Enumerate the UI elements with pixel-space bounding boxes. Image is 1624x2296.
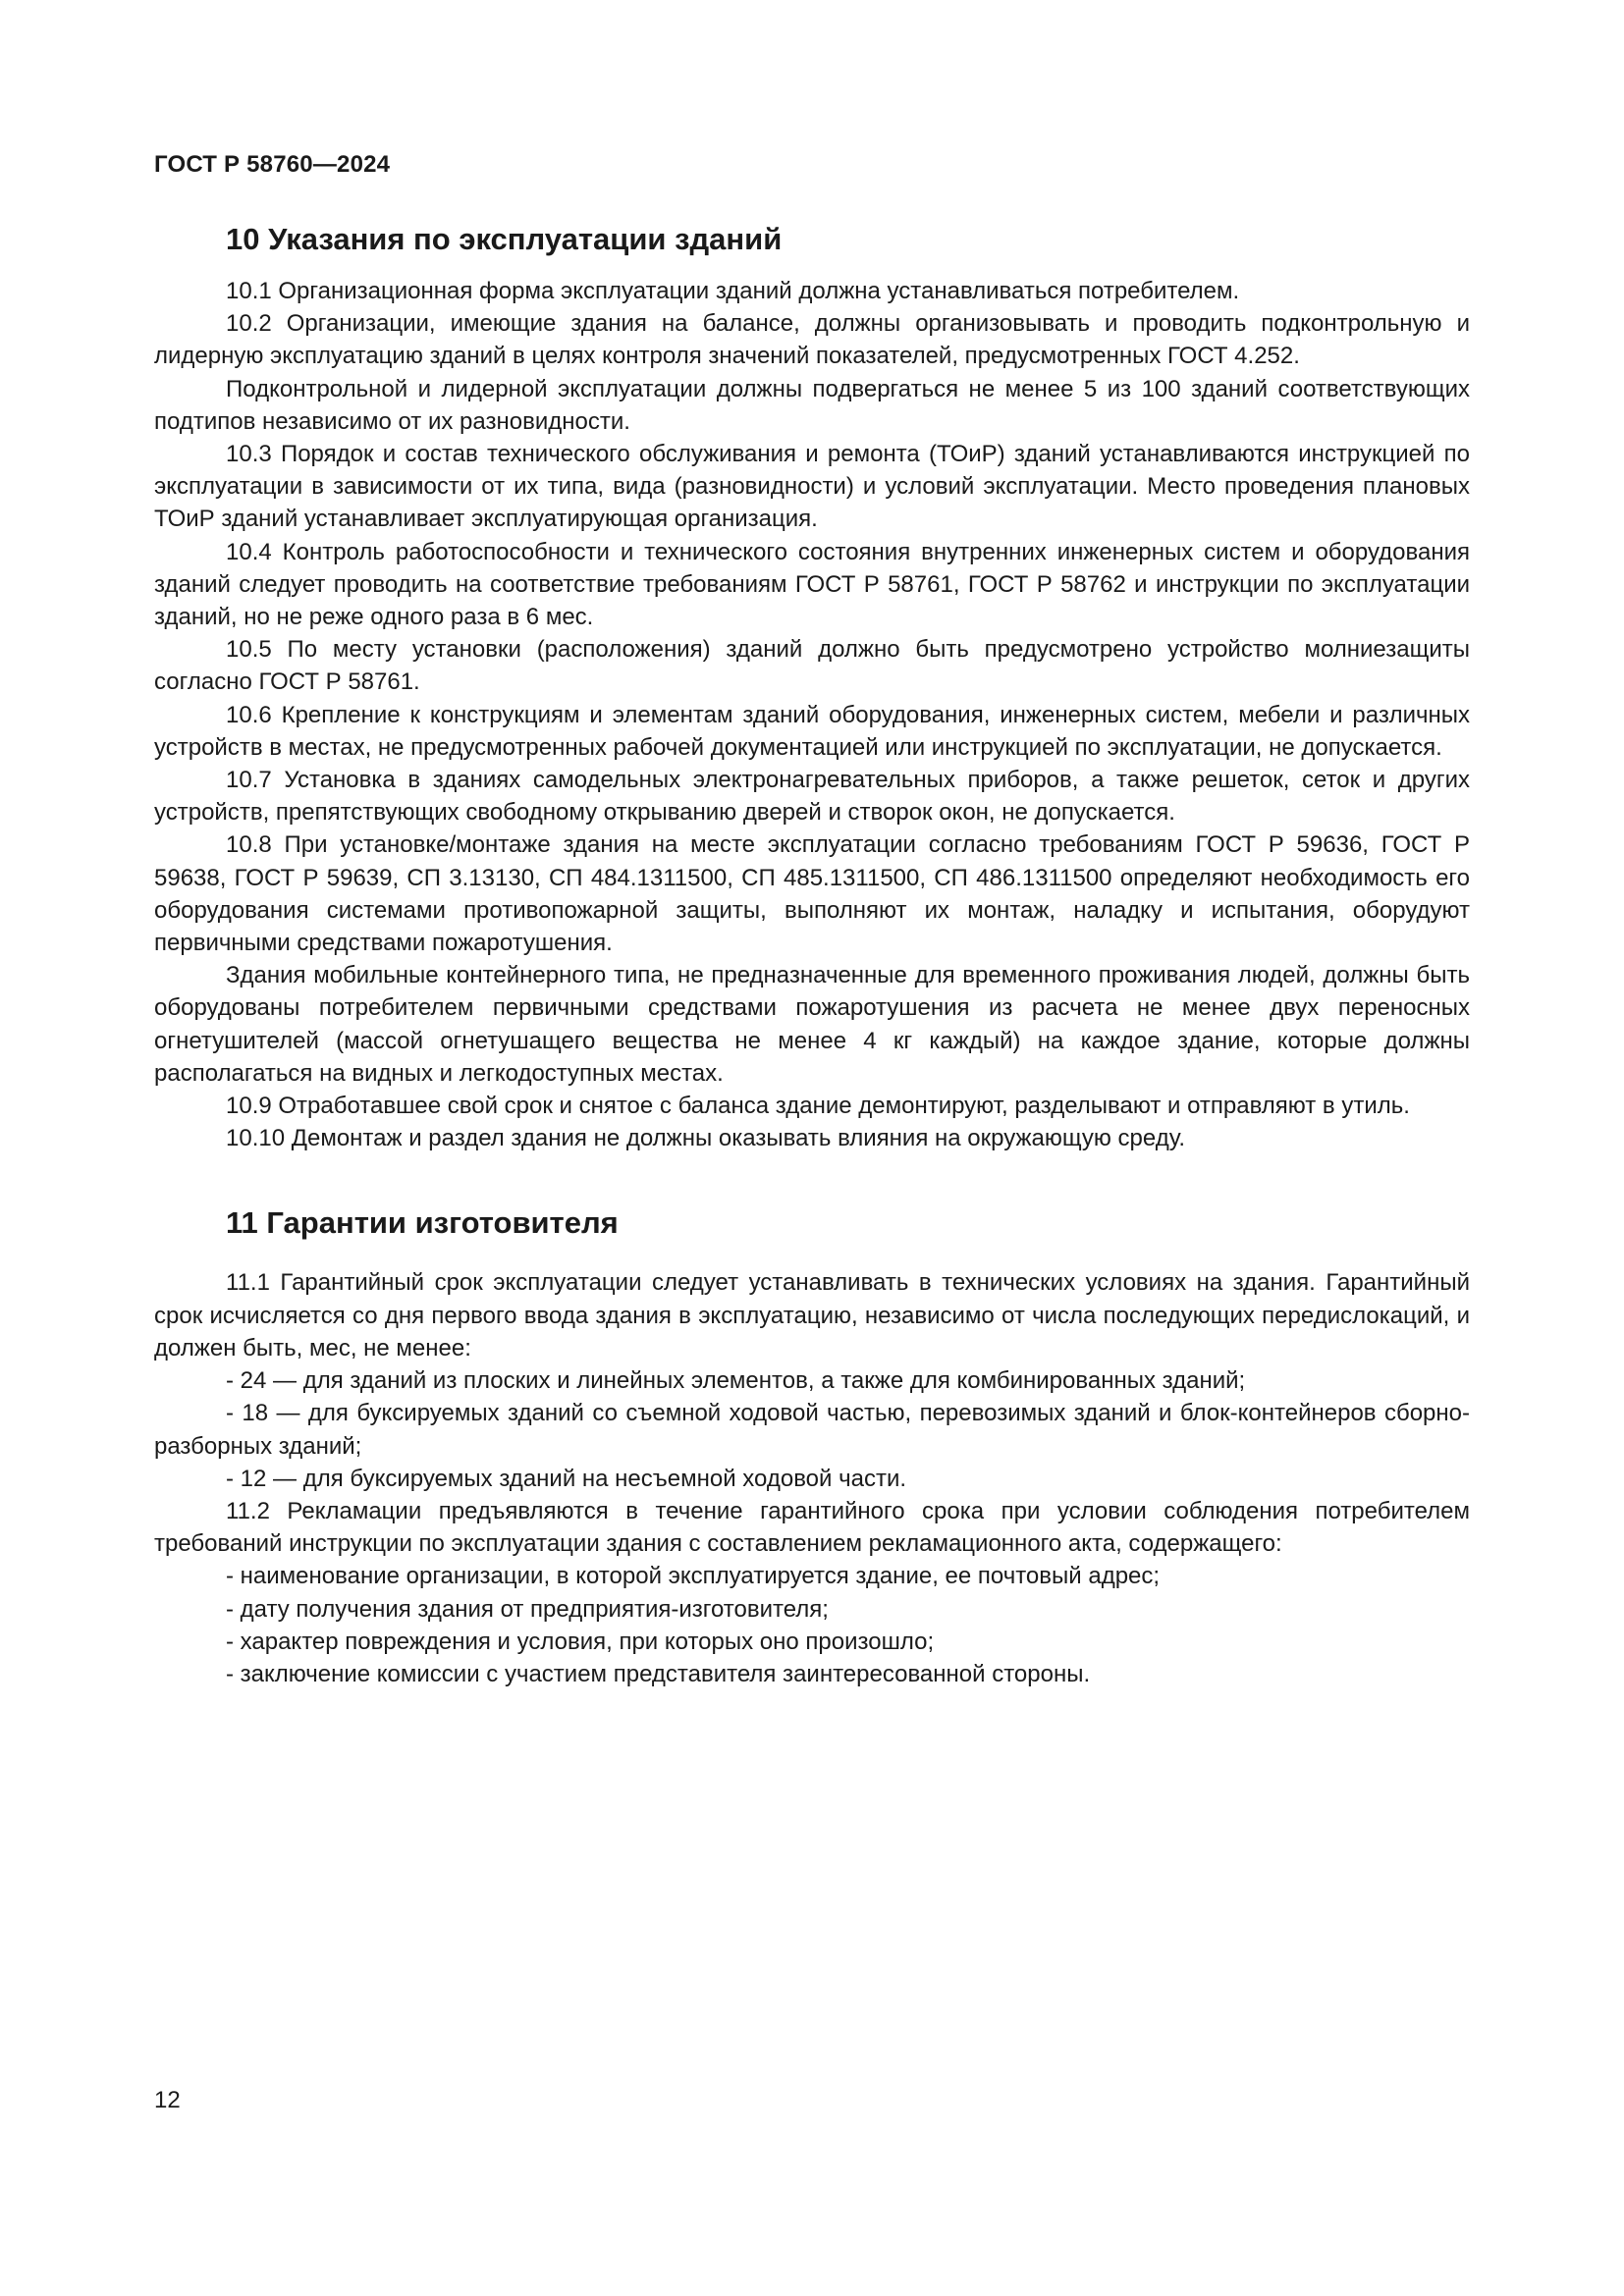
list-item-24: - 24 — для зданий из плоских и линейных элементов, а также для комбинированных зданий; bbox=[226, 1367, 1246, 1395]
document-code: ГОСТ Р 58760—2024 bbox=[154, 151, 391, 178]
section-10-title: 10 Указания по эксплуатации зданий bbox=[226, 222, 783, 256]
section-11-title: 11 Гарантии изготовителя bbox=[226, 1205, 619, 1241]
page-number: 12 bbox=[154, 2087, 181, 2113]
list-item-12: - 12 — для буксируемых зданий на несъемной ходовой части. bbox=[226, 1465, 907, 1492]
paragraph-11-2: 11.2 Рекламации предъявляются в течение гарантийного срока при условии соблюдения потребителем требований инструкции по эксплуатации здания с составлением рекламационного акта, содержащего: bbox=[154, 1497, 1470, 1558]
paragraph-10-8-cont: Здания мобильные контейнерного типа, не предназначенные для временного проживания людей, должны быть оборудованы потребителем первичными средствами пожаротушения из расчета не менее двух переносных огнетушителей (массой огнетушащего вещества не менее 4 кг каждый) на каждое здание, которые должны располагаться на видных и легкодоступных местах. bbox=[154, 962, 1470, 1087]
list-item-damage: - характер повреждения и условия, при которых оно произошло; bbox=[226, 1628, 935, 1655]
paragraph-10-1: 10.1 Организационная форма эксплуатации зданий должна устанавливаться потребителем. bbox=[226, 278, 1240, 304]
paragraph-10-9: 10.9 Отработавшее свой срок и снятое с баланса здание демонтируют, разделывают и отправляют в утиль. bbox=[226, 1093, 1410, 1120]
paragraph-10-4: 10.4 Контроль работоспособности и технического состояния внутренних инженерных систем и оборудования зданий следует проводить на соответствие требованиям ГОСТ Р 58761, ГОСТ Р 58762 и инструкции по эксплуатации зданий, но не реже одного раза в 6 мес. bbox=[154, 538, 1470, 631]
list-item-18: - 18 — для буксируемых зданий со съемной ходовой частью, перевозимых зданий и блок-контейнеров сборно-разборных зданий; bbox=[154, 1400, 1470, 1460]
paragraph-10-8: 10.8 При установке/монтаже здания на месте эксплуатации согласно требованиям ГОСТ Р 59636, ГОСТ Р 59638, ГОСТ Р 59639, СП 3.13130, СП 484.1311500, СП 485.1311500, СП 486.1311500 определяют необходимость его оборудования системами противопожарной защиты, выполняют их монтаж, наладку и испытания, оборудуют первичными средствами пожаротушения. bbox=[154, 831, 1470, 957]
paragraph-10-7: 10.7 Установка в зданиях самодельных электронагревательных приборов, а также решеток, сеток и других устройств, препятствующих свободному открыванию дверей и створок окон, не допускается. bbox=[154, 767, 1470, 827]
paragraph-10-6: 10.6 Крепление к конструкциям и элементам зданий оборудования, инженерных систем, мебели и различных устройств в местах, не предусмотренных рабочей документацией или инструкцией по эксплуатации, не допускается. bbox=[154, 701, 1470, 761]
paragraph-10-5: 10.5 По месту установки (расположения) зданий должно быть предусмотрено устройство молниезащиты согласно ГОСТ Р 58761. bbox=[154, 636, 1470, 696]
paragraph-10-3: 10.3 Порядок и состав технического обслуживания и ремонта (ТОиР) зданий устанавливаются инструкцией по эксплуатации в зависимости от их типа, вида (разновидности) и условий эксплуатации. Место проведения плановых ТОиР зданий устанавливает эксплуатирующая организация. bbox=[154, 441, 1470, 533]
paragraph-11-1: 11.1 Гарантийный срок эксплуатации следует устанавливать в технических условиях на здания. Гарантийный срок исчисляется со дня первого ввода здания в эксплуатацию, независимо от числа последующих передислокаций, и должен быть, мес, не менее: bbox=[154, 1269, 1470, 1362]
list-item-date: - дату получения здания от предприятия-изготовителя; bbox=[226, 1595, 829, 1623]
list-item-organization: - наименование организации, в которой эксплуатируется здание, ее почтовый адрес; bbox=[226, 1563, 1161, 1590]
paragraph-10-2: 10.2 Организации, имеющие здания на балансе, должны организовывать и проводить подконтрольную и лидерную эксплуатацию зданий в целях контроля значений показателей, предусмотренных ГОСТ 4.252. bbox=[154, 310, 1470, 370]
paragraph-10-10: 10.10 Демонтаж и раздел здания не должны оказывать влияния на окружающую среду. bbox=[226, 1125, 1185, 1152]
paragraph-10-2-cont: Подконтрольной и лидерной эксплуатации должны подвергаться не менее 5 из 100 зданий соответствующих подтипов независимо от их разновидности. bbox=[154, 375, 1470, 435]
list-item-commission: - заключение комиссии с участием представителя заинтересованной стороны. bbox=[226, 1660, 1091, 1687]
page-content bbox=[154, 218, 1470, 1690]
